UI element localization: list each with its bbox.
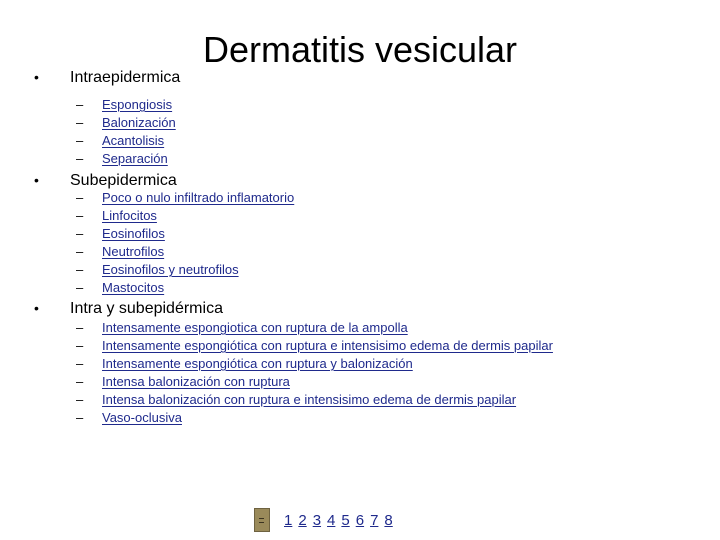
- bullet-marker: •: [34, 69, 39, 85]
- page-title-text: Dermatitis vesicular: [202, 29, 518, 70]
- dash-marker: –: [76, 392, 84, 407]
- page-link-3[interactable]: 3: [312, 511, 322, 529]
- dash-marker: –: [76, 190, 84, 205]
- dash-marker: –: [76, 244, 84, 259]
- page-link-2[interactable]: 2: [298, 511, 307, 529]
- dash-marker: –: [76, 262, 84, 277]
- bullet-marker: •: [34, 172, 39, 188]
- dash-marker: –: [76, 320, 84, 335]
- dash-marker: –: [76, 115, 84, 130]
- link-espongiotica-ruptura-balonizacion[interactable]: Intensamente espongiótica con ruptura y balonización: [102, 356, 413, 371]
- dash-marker: –: [76, 410, 84, 425]
- link-espongiosis[interactable]: Espongiosis: [102, 97, 173, 112]
- section-heading-subepidermica: Subepidermica: [70, 172, 177, 189]
- link-espongiotica-ruptura-edema[interactable]: Intensamente espongiótica con ruptura e intensisimo edema de dermis papilar: [102, 338, 553, 353]
- page-link-7[interactable]: 7: [370, 511, 379, 529]
- page-link-6[interactable]: 6: [355, 511, 365, 529]
- dash-marker: –: [76, 97, 84, 112]
- bullet-marker: •: [34, 300, 39, 316]
- slide-thumbnail-icon[interactable]: [254, 508, 270, 532]
- dash-marker: –: [76, 374, 84, 389]
- link-linfocitos[interactable]: Linfocitos: [102, 208, 157, 223]
- dash-marker: –: [76, 338, 84, 353]
- link-eosinofilos[interactable]: Eosinofilos: [102, 226, 165, 241]
- link-balonizacion-ruptura[interactable]: Intensa balonización con ruptura: [102, 374, 290, 389]
- link-balonizacion[interactable]: Balonización: [102, 115, 176, 130]
- page-link-1[interactable]: 1: [284, 511, 293, 529]
- link-espongiotica-ruptura-ampolla[interactable]: Intensamente espongiotica con ruptura de la ampolla: [102, 320, 408, 335]
- dash-marker: –: [76, 356, 84, 371]
- link-balonizacion-ruptura-edema[interactable]: Intensa balonización con ruptura e intensisimo edema de dermis papilar: [102, 392, 517, 407]
- link-vaso-oclusiva[interactable]: Vaso-oclusiva: [102, 410, 182, 425]
- dash-marker: –: [76, 280, 84, 295]
- page-link-4[interactable]: 4: [327, 511, 336, 529]
- page-title: [0, 28, 720, 72]
- page-link-5[interactable]: 5: [341, 511, 350, 529]
- page-link-8[interactable]: 8: [384, 511, 393, 529]
- dash-marker: –: [76, 133, 84, 148]
- link-neutrofilos[interactable]: Neutrofilos: [102, 244, 165, 259]
- section-heading-intraepidermica: Intraepidermica: [70, 69, 181, 86]
- link-eosinofilos-neutrofilos[interactable]: Eosinofilos y neutrofilos: [102, 262, 239, 277]
- section-heading-intra-subepidermica: Intra y subepidérmica: [70, 300, 223, 317]
- dash-marker: –: [76, 226, 84, 241]
- link-poco-infiltrado[interactable]: Poco o nulo infiltrado inflamatorio: [102, 190, 295, 205]
- link-acantolisis[interactable]: Acantolisis: [102, 133, 165, 148]
- dash-marker: –: [76, 208, 84, 223]
- link-separacion[interactable]: Separación: [102, 151, 168, 166]
- page-navigation: [254, 508, 399, 532]
- dash-marker: –: [76, 151, 84, 166]
- link-mastocitos[interactable]: Mastocitos: [102, 280, 165, 295]
